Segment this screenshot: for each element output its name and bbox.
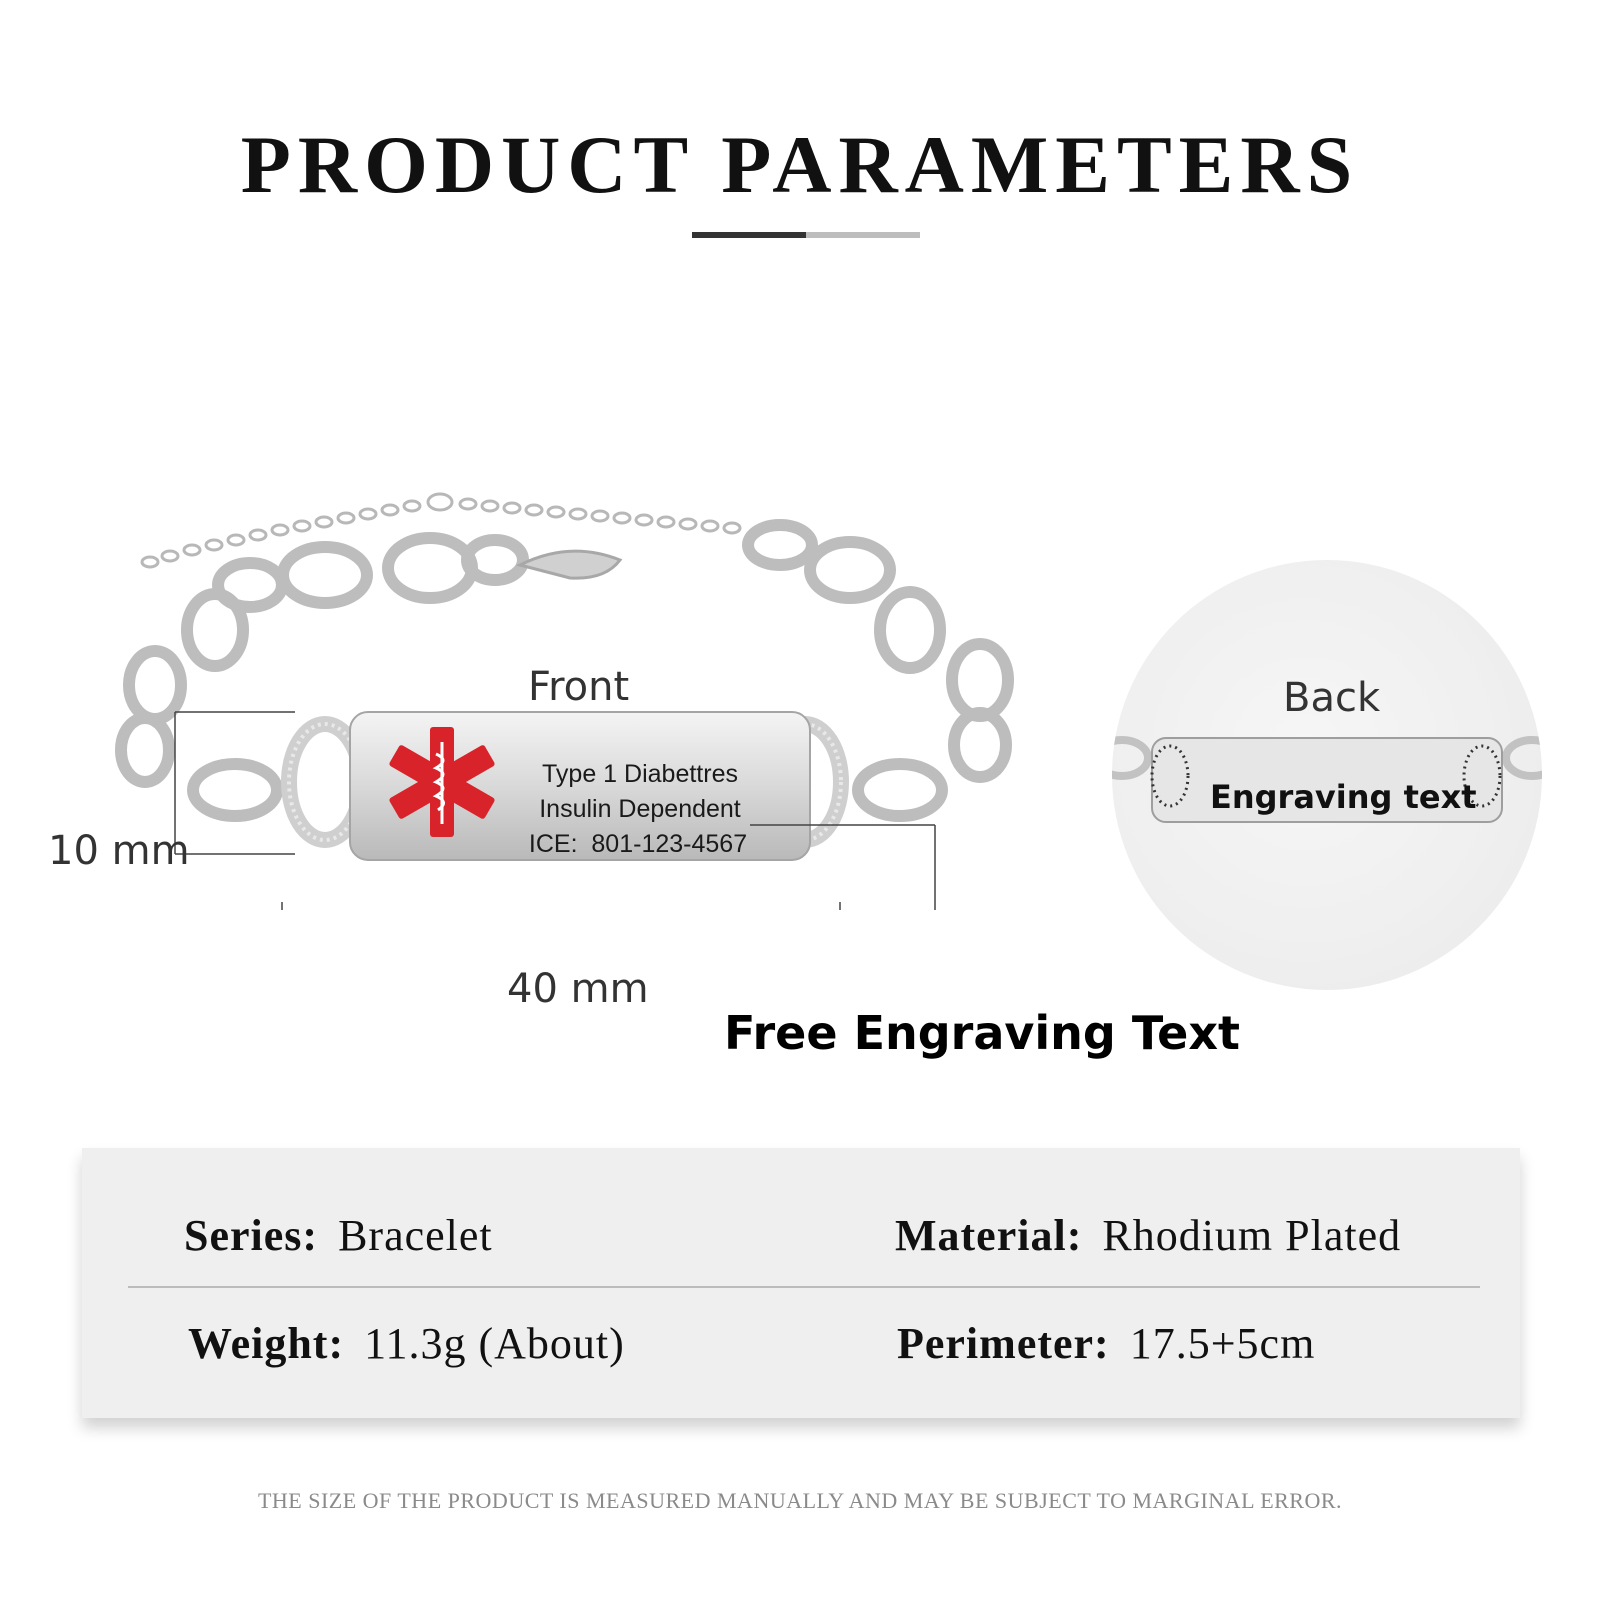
spec-weight-value: 11.3g (About) (364, 1319, 625, 1368)
tag-line-1: Type 1 Diabettres (542, 760, 738, 788)
spec-perimeter-value: 17.5+5cm (1129, 1319, 1316, 1368)
back-engraving-text: Engraving text (1210, 778, 1477, 816)
back-bracelet-image (1112, 560, 1542, 990)
spec-material-key: Material: (895, 1211, 1083, 1260)
spec-weight (188, 1318, 625, 1369)
specs-divider (128, 1286, 1480, 1288)
spec-perimeter-key: Perimeter: (897, 1319, 1110, 1368)
spec-series (184, 1210, 493, 1261)
tag-line-2: Insulin Dependent (539, 795, 741, 823)
spec-series-key: Series: (184, 1211, 319, 1260)
free-engraving-label: Free Engraving Text (724, 1006, 1240, 1060)
back-label: Back (1283, 675, 1381, 721)
size-disclaimer: THE SIZE OF THE PRODUCT IS MEASURED MANUALLY AND MAY BE SUBJECT TO MARGINAL ERROR. (257, 1488, 1343, 1513)
spec-perimeter (897, 1318, 1315, 1369)
height-dimension-label: 10 mm (48, 828, 190, 874)
front-label: Front (528, 664, 630, 710)
title-underline-dark (692, 232, 806, 238)
spec-material-value: Rhodium Plated (1102, 1211, 1402, 1260)
specs-panel (82, 1148, 1520, 1418)
spec-material (895, 1210, 1401, 1261)
tag-line-3: ICE: 801-123-4567 (528, 830, 748, 858)
spec-series-value: Bracelet (338, 1211, 493, 1260)
spec-weight-key: Weight: (188, 1319, 345, 1368)
title-underline-light (806, 232, 920, 238)
page-title: PRODUCT PARAMETERS (240, 119, 1360, 210)
width-dimension-label: 40 mm (507, 966, 649, 1012)
back-view-circle (1112, 560, 1542, 990)
